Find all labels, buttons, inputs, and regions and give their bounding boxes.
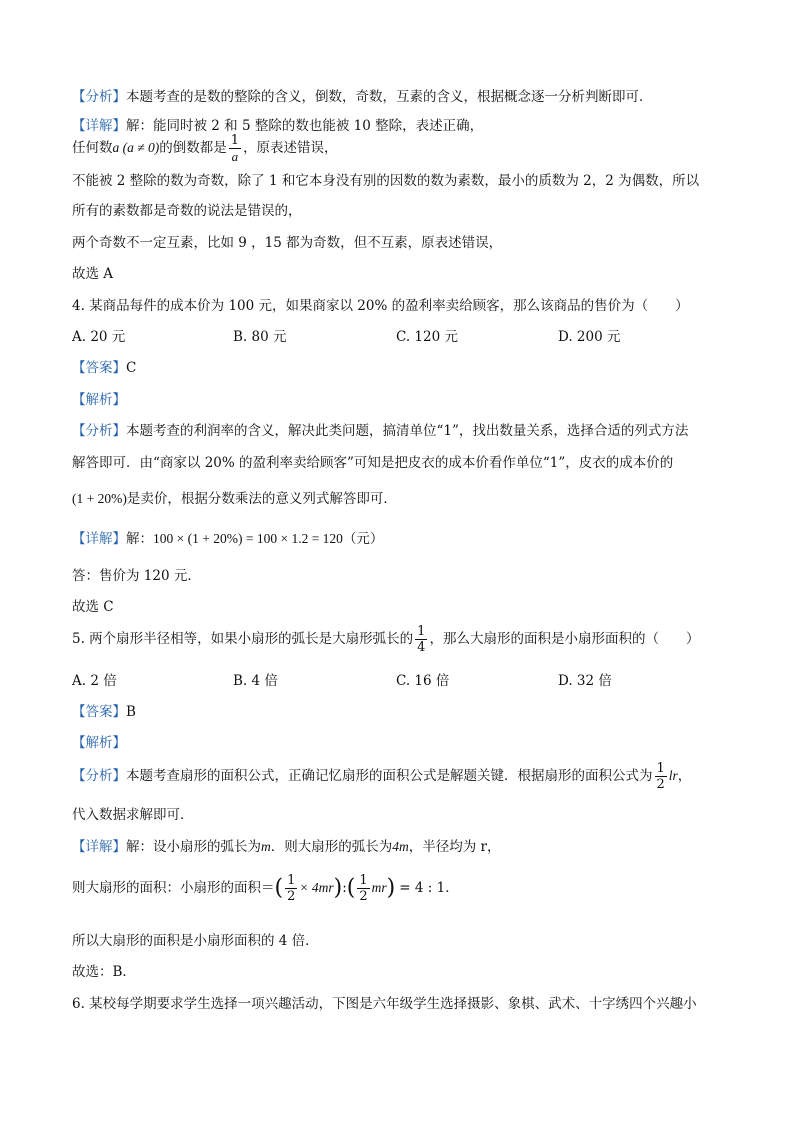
q3-reciprocal-line bbox=[72, 134, 338, 163]
q4-option-d: D. 200 元 bbox=[558, 329, 621, 345]
math-expr: 100 × (1 + 20%) = 100 × 1.2 = 120 bbox=[153, 531, 343, 546]
analysis-tag: 【分析】 bbox=[72, 89, 126, 105]
detail-tag: 【详解】 bbox=[72, 118, 126, 134]
math-expr: × 4mr bbox=[299, 880, 334, 895]
denominator: 4 bbox=[417, 640, 426, 655]
analysis-text: 本题考查的利润率的含义，解决此类问题，搞清单位“1”，找出数量关系，选择合适的列式方法 bbox=[126, 423, 689, 439]
q5-conclusion: 故选：B． bbox=[72, 964, 136, 980]
text: ． bbox=[445, 880, 459, 896]
paren-open: ( bbox=[274, 875, 284, 901]
math-expr: m bbox=[261, 839, 271, 854]
q5-answer-line bbox=[72, 703, 136, 721]
q4-analysis-line1 bbox=[72, 422, 688, 440]
paren-close: ) bbox=[333, 875, 343, 901]
q4-conclusion: 故选 C bbox=[72, 599, 114, 615]
analysis-tag: 【分析】 bbox=[72, 423, 126, 439]
fraction bbox=[229, 134, 241, 163]
text: ， bbox=[677, 768, 692, 784]
q4-option-b: B. 80 元 bbox=[233, 329, 287, 345]
numerator: 1 bbox=[287, 873, 296, 888]
q4-answer-sentence: 答：售价为 120 元． bbox=[72, 568, 201, 584]
q4-analysis-line3 bbox=[72, 490, 397, 508]
fraction bbox=[357, 874, 369, 903]
q5-analysis-line1 bbox=[72, 762, 691, 791]
denominator: 2 bbox=[359, 889, 368, 904]
fraction bbox=[415, 625, 427, 654]
text: 的倒数都是 bbox=[159, 140, 227, 156]
paren-open: ( bbox=[346, 875, 356, 901]
math-expr: lr bbox=[668, 768, 678, 783]
q3-conclusion: 故选 A bbox=[72, 266, 114, 282]
q5-result-line: 所以大扇形的面积是小扇形面积的 4 倍． bbox=[72, 933, 319, 949]
q4-option-a: A. 20 元 bbox=[72, 329, 126, 345]
numerator: 1 bbox=[417, 624, 426, 639]
text: 则大扇形的面积：小扇形的面积＝ bbox=[72, 880, 275, 896]
text: 解： bbox=[126, 531, 153, 547]
q5-option-c: C. 16 倍 bbox=[396, 673, 450, 689]
text: ，原表述错误， bbox=[243, 140, 338, 156]
math-expr: (1 + 20%) bbox=[72, 491, 127, 506]
text: 任何数 bbox=[72, 140, 113, 156]
text: （元） bbox=[342, 531, 384, 547]
answer-value: B bbox=[126, 704, 136, 720]
q4-answer-line bbox=[72, 359, 136, 377]
denominator: a bbox=[231, 149, 239, 164]
text: 是卖价，根据分数乘法的意义列式解答即可． bbox=[126, 491, 397, 507]
detail-tag: 【详解】 bbox=[72, 531, 126, 547]
q5-ratio-line bbox=[72, 874, 459, 903]
math-expr: 4m bbox=[392, 839, 409, 854]
math-expr: mr bbox=[371, 880, 387, 895]
detail-text: 解：能同时被 2 和 5 整除的数也能被 10 整除，表述正确， bbox=[126, 118, 484, 134]
q5-option-b: B. 4 倍 bbox=[233, 673, 278, 689]
q4-analysis-line2: 解答即可．由“商家以 20% 的盈利率卖给顾客”可知是把皮衣的成本价看作单位“1”，皮衣的成本价的 bbox=[72, 455, 674, 471]
q3-analysis-line bbox=[72, 88, 653, 106]
analysis-text: 本题考查扇形的面积公式，正确记忆扇形的面积公式是解题关键．根据扇形的面积公式为 bbox=[126, 768, 653, 784]
numerator: 1 bbox=[230, 133, 240, 148]
analysis-tag: 【分析】 bbox=[72, 768, 126, 784]
math-result: = 4 : 1 bbox=[399, 880, 446, 896]
q5-analysis-line2: 代入数据求解即可． bbox=[72, 807, 194, 823]
q6-question: 6. 某校每学期要求学生选择一项兴趣活动，下图是六年级学生选择摄影、象棋、武术、十字绣四个兴趣小 bbox=[72, 996, 697, 1012]
q4-detail-line bbox=[72, 530, 383, 548]
paren-close: ) bbox=[386, 875, 396, 901]
denominator: 2 bbox=[656, 777, 665, 792]
q3-line4: 所有的素数都是奇数的说法是错误的， bbox=[72, 203, 302, 219]
q3-detail-line bbox=[72, 117, 483, 135]
answer-tag: 【答案】 bbox=[72, 704, 126, 720]
fraction bbox=[285, 874, 297, 903]
numerator: 1 bbox=[359, 873, 368, 888]
analysis-text: 本题考查的是数的整除的含义，倒数，奇数，互素的含义，根据概念逐一分析判断即可． bbox=[126, 89, 653, 105]
q4-option-c: C. 120 元 bbox=[396, 329, 458, 345]
q3-line3: 不能被 2 整除的数为奇数，除了 1 和它本身没有别的因数的数为素数，最小的质数为 2，2 为偶数，所以 bbox=[72, 173, 700, 189]
q4-explain-tag: 【解析】 bbox=[72, 392, 126, 408]
math-expr: a (a ≠ 0) bbox=[112, 140, 160, 155]
denominator: 2 bbox=[287, 889, 296, 904]
text: 5. 两个扇形半径相等，如果小扇形的弧长是大扇形弧长的 bbox=[72, 631, 414, 647]
text: ，半径均为 r， bbox=[408, 839, 501, 855]
text: ．则大扇形的弧长为 bbox=[270, 839, 393, 855]
q5-option-a: A. 2 倍 bbox=[72, 673, 117, 689]
fraction bbox=[655, 762, 667, 791]
q3-line5: 两个奇数不一定互素，比如 9 ，15 都为奇数，但不互素，原表述错误， bbox=[72, 235, 503, 251]
numerator: 1 bbox=[656, 761, 665, 776]
colon: : bbox=[342, 880, 347, 896]
q5-detail-line bbox=[72, 838, 501, 856]
q5-question bbox=[72, 625, 699, 654]
answer-tag: 【答案】 bbox=[72, 360, 126, 376]
text: ，那么大扇形的面积是小扇形面积的（ ） bbox=[429, 631, 700, 647]
q5-explain-tag: 【解析】 bbox=[72, 735, 126, 751]
q4-question: 4. 某商品每件的成本价为 100 元，如果商家以 20% 的盈利率卖给顾客，那么该商品的售价为（ ） bbox=[72, 298, 689, 314]
q5-option-d: D. 32 倍 bbox=[558, 673, 612, 689]
text: 解：设小扇形的弧长为 bbox=[126, 839, 261, 855]
answer-value: C bbox=[126, 360, 137, 376]
detail-tag: 【详解】 bbox=[72, 839, 126, 855]
